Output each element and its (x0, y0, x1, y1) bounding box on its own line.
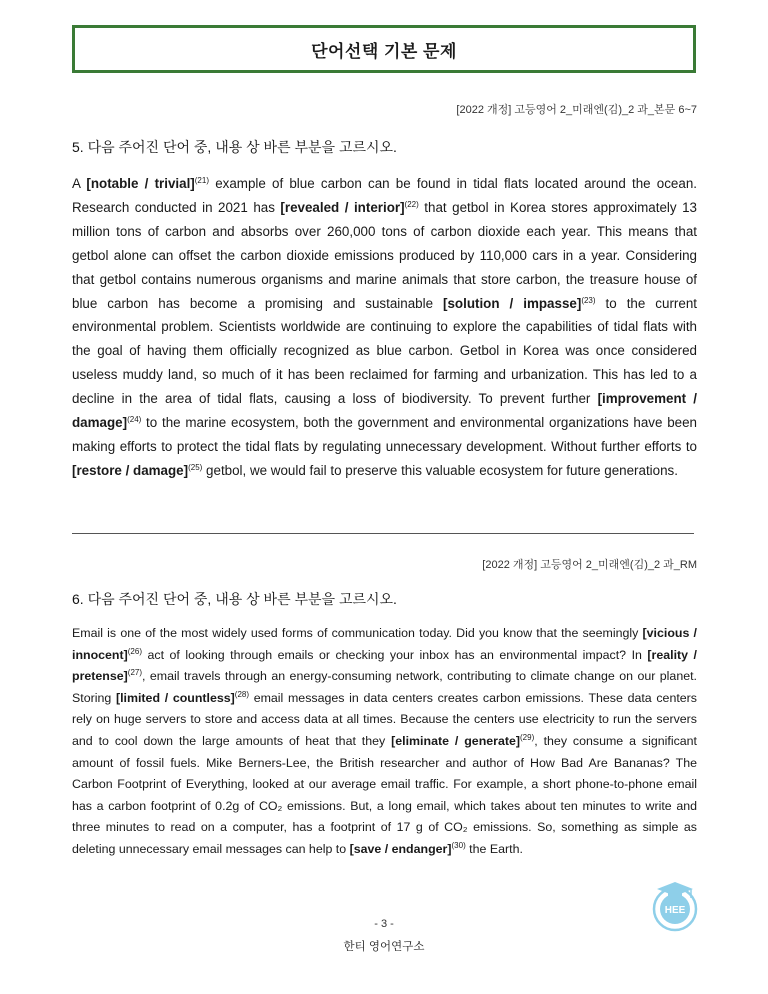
question-6-passage (72, 623, 697, 861)
passage-text: example of blue carbon can be found in tidal flats located around the ocean. Research conducted in 2021 has (72, 176, 697, 215)
word-choice-bracket: [revealed / interior] (280, 199, 405, 215)
blank-number: (29) (520, 732, 535, 742)
blank-number: (24) (127, 415, 142, 425)
passage-text: to the marine ecosystem, both the government and environmental organizations have been making efforts to protect the tidal flats by regulating unnecessary development. Without further efforts to (72, 415, 697, 454)
word-choice-bracket: [vicious / innocent] (72, 626, 697, 662)
passage-text: , email travels through an energy-consuming network, contributing to climate change on our planet. Storing (72, 669, 697, 705)
logo-text: HEE (664, 905, 686, 916)
passage-text: to the current environmental problem. Scientists worldwide are continuing to explore the capabilities of tidal flats with the goal of having them officially recognized as blue carbon. Getbol in Korea was once considered useless muddy land, so much of it has been reclaimed for farming and urbanization. This has led to a decline in the area of tidal flats, causing a loss of biodiversity. To prevent further (72, 295, 697, 407)
word-choice-bracket: [reality / pretense] (72, 647, 697, 684)
blank-number: (22) (404, 199, 419, 209)
word-choice-bracket: [notable / trivial] (86, 176, 195, 191)
blank-number: (21) (194, 176, 209, 185)
passage-text: Email is one of the most widely used forms of communication today. Did you know that the seemingly (72, 626, 643, 640)
blank-number: (30) (451, 840, 466, 850)
word-choice-bracket: [eliminate / generate] (391, 733, 521, 748)
question-5-passage (72, 172, 697, 483)
source-label-6: [2022 개정] 고등영어 2_미래엔(김)_2 과_RM (482, 559, 697, 571)
word-choice-bracket: [limited / countless] (115, 690, 235, 705)
page-title: 단어선택 기본 문제 (311, 41, 457, 61)
blank-number: (23) (581, 295, 596, 305)
word-choice-bracket: [save / endanger] (349, 841, 452, 856)
footer-org: 한티 영어연구소 (343, 941, 425, 953)
passage-text: the Earth. (465, 841, 523, 856)
source-label-5: [2022 개정] 고등영어 2_미래엔(김)_2 과_본문 6~7 (456, 104, 697, 116)
word-choice-bracket: [improvement / damage] (72, 391, 698, 431)
word-choice-bracket: [restore / damage] (72, 462, 189, 478)
blank-number: (26) (127, 646, 142, 656)
blank-number: (27) (127, 668, 143, 678)
section-divider (72, 533, 694, 534)
passage-text: email messages in data centers creates carbon emissions. These data centers rely on huge servers to store and access data at all times. Because the centers use electricity to run the servers and to cool down the large amounts of heat that they (72, 690, 697, 748)
passage-text: , they consume a significant amount of fossil fuels. Mike Berners-Lee, the British researcher and author of How Bad Are Bananas? The Carbon Footprint of Everything, looked at our average email traffic. For example, a short phone-to-phone email has a carbon footprint of 0.2g of CO₂ emissions. But, a long email, which takes about ten minutes to write and three minutes to read on a computer, has a footprint of 17 g of CO₂ emissions. So, something as simple as deleting unnecessary email messages can help to (72, 733, 697, 856)
question-6-heading: 6. 다음 주어진 단어 중, 내용 상 바른 부분을 고르시오. (72, 591, 397, 607)
page-number: - 3 - (374, 918, 394, 930)
blank-number: (25) (188, 462, 203, 472)
blank-number: (28) (234, 689, 250, 699)
passage-text: A (72, 176, 87, 191)
passage-text: that getbol in Korea stores approximately 13 million tons of carbon and absorbs over 260,000 tons of carbon dioxide each year. This means that getbol alone can offset the carbon dioxide emissions produced by 110,000 cars in a year. Considering that getbol contains numerous organisms and marine animals that store carbon, the treasure house of blue carbon has become a promising and sustainable (72, 199, 697, 311)
passage-text: act of looking through emails or checking your inbox has an environmental impact? In (142, 647, 648, 662)
word-choice-bracket: [solution / impasse] (443, 295, 582, 311)
question-5-heading: 5. 다음 주어진 단어 중, 내용 상 바른 부분을 고르시오. (72, 139, 397, 155)
hee-logo-icon (648, 878, 702, 932)
passage-text: getbol, we would fail to preserve this valuable ecosystem for future generations. (202, 462, 678, 478)
title-box (72, 25, 696, 73)
